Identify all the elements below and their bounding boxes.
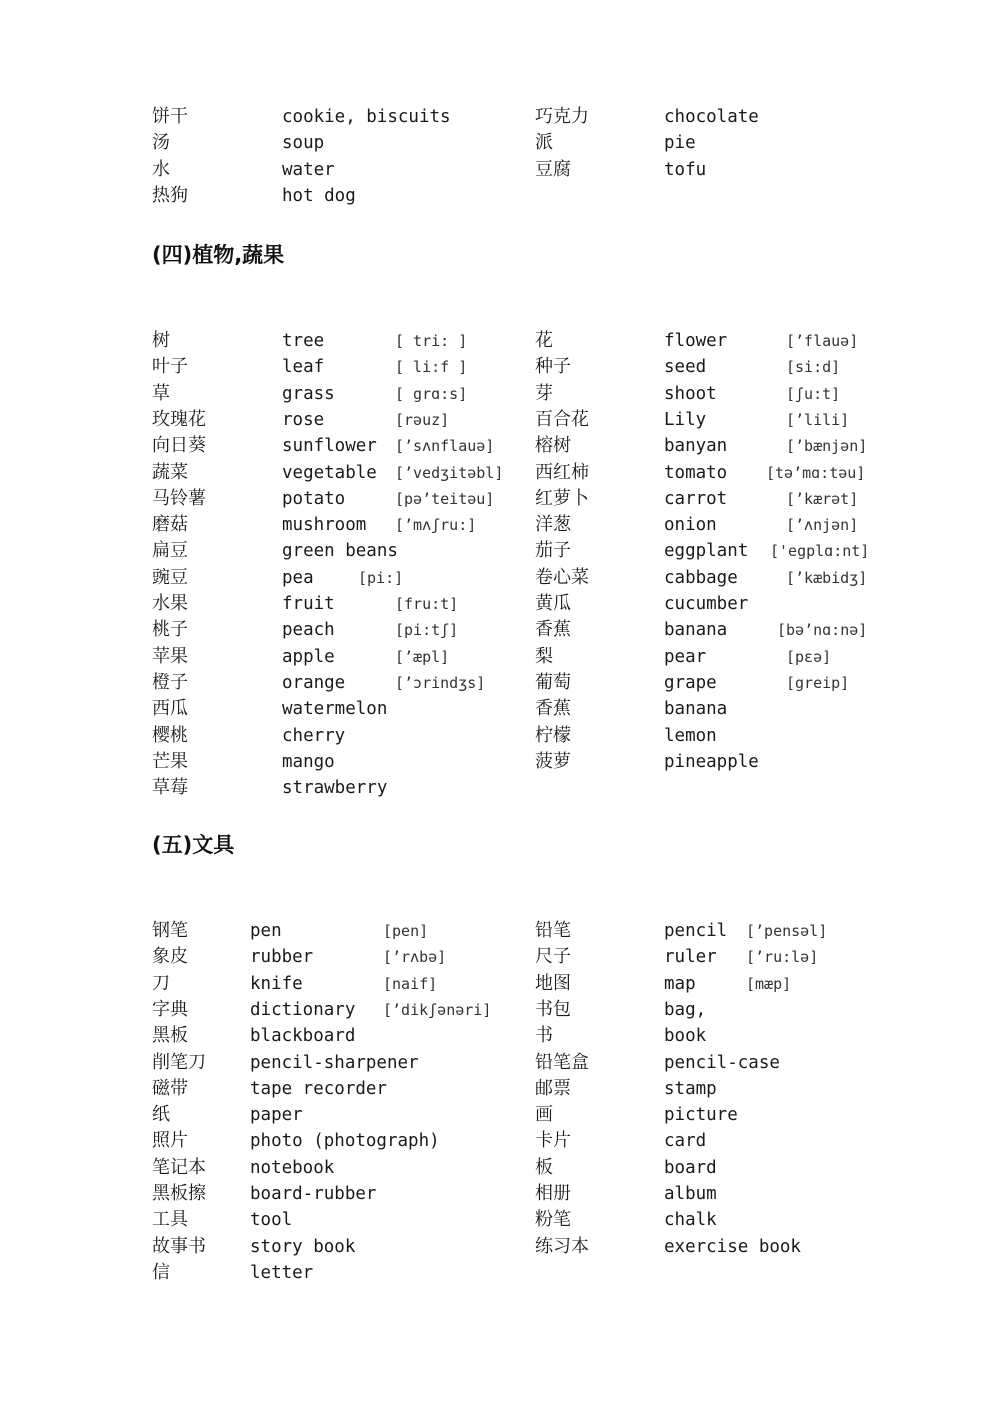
chinese-term-left: 热狗 bbox=[152, 184, 188, 206]
vocab-row bbox=[0, 997, 1000, 1023]
chinese-term-right: 豆腐 bbox=[535, 158, 571, 180]
english-term-left: vegetable bbox=[282, 462, 377, 483]
vocab-row bbox=[0, 1050, 1000, 1076]
phonetic-right: [si:d] bbox=[786, 358, 841, 377]
english-term-left: water bbox=[282, 159, 335, 180]
english-term-left: pea bbox=[282, 567, 314, 588]
english-term-left: apple bbox=[282, 646, 335, 667]
chinese-term-right: 榕树 bbox=[535, 435, 571, 457]
english-term-right: tomato bbox=[664, 462, 728, 483]
english-term-right: tofu bbox=[664, 159, 707, 180]
vocab-row bbox=[0, 104, 1000, 130]
chinese-term-left: 信 bbox=[152, 1261, 170, 1283]
english-term-right: chalk bbox=[664, 1210, 717, 1231]
vocab-row bbox=[0, 971, 1000, 997]
chinese-term-right: 黄瓜 bbox=[535, 593, 571, 614]
phonetic-right: [’kæbidʒ] bbox=[786, 568, 868, 587]
english-term-left: cookie, biscuits bbox=[282, 107, 451, 127]
english-term-right: stamp bbox=[664, 1078, 717, 1099]
vocab-row bbox=[0, 1128, 1000, 1154]
chinese-term-left: 磨菇 bbox=[152, 514, 188, 536]
english-term-right: eggplant bbox=[664, 541, 749, 562]
english-term-left: soup bbox=[282, 133, 325, 154]
english-term-right: pear bbox=[664, 646, 707, 667]
chinese-term-right: 地图 bbox=[535, 972, 571, 994]
vocab-row bbox=[0, 775, 1000, 801]
english-term-left: story book bbox=[250, 1236, 356, 1257]
english-term-right: ruler bbox=[664, 947, 717, 968]
phonetic-left: [’æpl] bbox=[395, 647, 450, 666]
phonetic-right: ['egplɑ:nt] bbox=[770, 542, 870, 561]
english-term-left: mushroom bbox=[282, 515, 367, 536]
vocab-row bbox=[0, 918, 1000, 944]
vocab-row bbox=[0, 1260, 1000, 1286]
phonetic-right: [ʃu:t] bbox=[786, 384, 841, 403]
chinese-term-left: 橙子 bbox=[152, 671, 188, 693]
chinese-term-right: 派 bbox=[535, 132, 553, 154]
english-term-left: fruit bbox=[282, 594, 335, 614]
chinese-term-right: 茄子 bbox=[535, 540, 571, 562]
english-term-right: onion bbox=[664, 515, 717, 536]
vocab-row bbox=[0, 381, 1000, 407]
vocab-row bbox=[0, 538, 1000, 564]
chinese-term-right: 相册 bbox=[535, 1183, 571, 1204]
english-term-left: cherry bbox=[282, 725, 346, 746]
english-term-left: orange bbox=[282, 672, 346, 693]
phonetic-right: [’ʌnjən] bbox=[786, 516, 859, 535]
chinese-term-left: 扁豆 bbox=[152, 540, 188, 562]
english-term-right: carrot bbox=[664, 488, 728, 509]
vocab-row bbox=[0, 644, 1000, 670]
chinese-term-right: 香蕉 bbox=[535, 619, 571, 641]
vocab-row bbox=[0, 354, 1000, 380]
phonetic-right: [’pensəl] bbox=[746, 922, 828, 940]
chinese-term-left: 草莓 bbox=[152, 777, 188, 799]
chinese-term-left: 饼干 bbox=[152, 106, 188, 127]
english-term-right: lemon bbox=[664, 725, 717, 746]
english-term-right: pencil-case bbox=[664, 1052, 780, 1073]
chinese-term-right: 铅笔盒 bbox=[535, 1051, 589, 1073]
english-term-left: grass bbox=[282, 383, 335, 404]
vocab-row bbox=[0, 696, 1000, 722]
chinese-term-left: 豌豆 bbox=[152, 566, 188, 588]
english-term-right: album bbox=[664, 1184, 717, 1204]
phonetic-right: [greip] bbox=[786, 673, 850, 692]
chinese-term-left: 削笔刀 bbox=[152, 1051, 206, 1073]
phonetic-right: [mæp] bbox=[746, 974, 792, 993]
english-term-left: hot dog bbox=[282, 185, 356, 206]
english-term-left: mango bbox=[282, 751, 335, 772]
english-term-left: pen bbox=[250, 921, 282, 941]
english-term-right: pie bbox=[664, 133, 696, 154]
chinese-term-left: 笔记本 bbox=[152, 1156, 206, 1178]
english-term-left: rubber bbox=[250, 947, 314, 968]
english-term-right: map bbox=[664, 973, 696, 994]
vocab-row bbox=[0, 591, 1000, 617]
chinese-term-right: 画 bbox=[535, 1104, 553, 1126]
chinese-term-left: 向日葵 bbox=[152, 435, 206, 457]
chinese-term-left: 水 bbox=[152, 158, 170, 180]
vocab-row bbox=[0, 723, 1000, 749]
phonetic-left: [’mʌʃru:] bbox=[395, 516, 477, 535]
chinese-term-left: 马铃薯 bbox=[152, 487, 206, 509]
chinese-term-left: 水果 bbox=[152, 593, 188, 614]
chinese-term-left: 汤 bbox=[152, 132, 170, 154]
english-term-left: pencil-sharpener bbox=[250, 1052, 419, 1073]
phonetic-left: [’dikʃənəri] bbox=[383, 1000, 492, 1019]
chinese-term-right: 巧克力 bbox=[535, 106, 589, 127]
chinese-term-right: 铅笔 bbox=[535, 920, 571, 941]
english-term-right: cucumber bbox=[664, 594, 749, 614]
chinese-term-right: 粉笔 bbox=[535, 1209, 571, 1231]
english-term-right: cabbage bbox=[664, 567, 738, 588]
chinese-term-right: 菠萝 bbox=[535, 750, 571, 772]
vocab-row bbox=[0, 183, 1000, 209]
chinese-term-right: 尺子 bbox=[535, 946, 571, 968]
chinese-term-left: 故事书 bbox=[152, 1235, 206, 1257]
chinese-term-left: 樱桃 bbox=[152, 724, 188, 746]
phonetic-right: [’ru:lə] bbox=[746, 948, 819, 967]
vocab-row bbox=[0, 749, 1000, 775]
chinese-term-right: 练习本 bbox=[535, 1235, 589, 1257]
vocab-row bbox=[0, 157, 1000, 183]
english-term-right: banana bbox=[664, 699, 728, 720]
english-term-right: chocolate bbox=[664, 107, 759, 127]
phonetic-left: [pen] bbox=[383, 922, 429, 940]
english-term-right: pineapple bbox=[664, 751, 759, 772]
vocab-row bbox=[0, 486, 1000, 512]
english-term-right: card bbox=[664, 1131, 707, 1152]
vocab-row bbox=[0, 1076, 1000, 1102]
phonetic-left: [’vedʒitəbl] bbox=[395, 463, 504, 482]
english-term-left: watermelon bbox=[282, 699, 388, 720]
chinese-term-right: 芽 bbox=[535, 382, 553, 404]
english-term-right: bag, bbox=[664, 999, 707, 1020]
chinese-term-left: 芒果 bbox=[152, 750, 188, 772]
chinese-term-left: 黑板 bbox=[152, 1025, 188, 1047]
chinese-term-right: 葡萄 bbox=[535, 671, 571, 693]
vocab-row bbox=[0, 1155, 1000, 1181]
english-term-right: shoot bbox=[664, 383, 717, 404]
phonetic-left: [fru:t] bbox=[395, 595, 459, 613]
english-term-left: knife bbox=[250, 973, 303, 994]
vocab-row bbox=[0, 407, 1000, 433]
english-term-right: seed bbox=[664, 357, 707, 378]
phonetic-right: [pεə] bbox=[786, 647, 832, 666]
phonetic-left: [naif] bbox=[383, 974, 438, 993]
chinese-term-left: 磁带 bbox=[152, 1077, 188, 1099]
chinese-term-left: 叶子 bbox=[152, 356, 188, 378]
phonetic-left: [pə’teitəu] bbox=[395, 489, 495, 508]
vocab-row bbox=[0, 565, 1000, 591]
chinese-term-left: 西瓜 bbox=[152, 698, 188, 720]
chinese-term-right: 西红柿 bbox=[535, 461, 589, 483]
chinese-term-left: 刀 bbox=[152, 972, 170, 994]
vocab-row bbox=[0, 944, 1000, 970]
phonetic-left: [ li:f ] bbox=[395, 358, 468, 377]
phonetic-left: [’ɔrindʒs] bbox=[395, 673, 486, 692]
chinese-term-right: 书包 bbox=[535, 998, 571, 1020]
english-term-left: notebook bbox=[250, 1157, 335, 1178]
english-term-left: blackboard bbox=[250, 1026, 356, 1047]
vocab-row bbox=[0, 130, 1000, 156]
phonetic-left: [’sʌnflauə] bbox=[395, 437, 495, 456]
english-term-right: board bbox=[664, 1157, 717, 1178]
english-term-left: photo (photograph) bbox=[250, 1131, 440, 1152]
chinese-term-right: 香蕉 bbox=[535, 698, 571, 720]
phonetic-left: [ grɑ:s] bbox=[395, 384, 468, 403]
vocab-row bbox=[0, 328, 1000, 354]
phonetic-left: [pi:] bbox=[358, 568, 404, 587]
phonetic-right: [’lili] bbox=[786, 410, 850, 429]
vocab-row bbox=[0, 670, 1000, 696]
phonetic-right: [tə’mɑ:təu] bbox=[766, 463, 866, 482]
chinese-term-right: 红萝卜 bbox=[535, 487, 589, 509]
english-term-left: potato bbox=[282, 488, 346, 509]
chinese-term-right: 板 bbox=[535, 1156, 553, 1178]
english-term-right: banyan bbox=[664, 436, 728, 457]
chinese-term-right: 卡片 bbox=[535, 1130, 571, 1152]
english-term-left: rose bbox=[282, 409, 325, 430]
vocab-row bbox=[0, 1234, 1000, 1260]
english-term-right: flower bbox=[664, 331, 728, 351]
english-term-left: letter bbox=[250, 1262, 314, 1283]
english-term-left: sunflower bbox=[282, 436, 377, 457]
chinese-term-right: 百合花 bbox=[535, 408, 589, 430]
english-term-left: green beans bbox=[282, 541, 398, 562]
chinese-term-left: 照片 bbox=[152, 1130, 188, 1152]
english-term-left: tree bbox=[282, 331, 325, 351]
english-term-right: banana bbox=[664, 620, 728, 641]
english-term-left: strawberry bbox=[282, 778, 388, 799]
chinese-term-right: 花 bbox=[535, 330, 553, 351]
english-term-left: tool bbox=[250, 1210, 293, 1231]
english-term-left: dictionary bbox=[250, 999, 356, 1020]
phonetic-left: [ tri: ] bbox=[395, 332, 468, 350]
vocab-row bbox=[0, 1207, 1000, 1233]
chinese-term-right: 邮票 bbox=[535, 1077, 571, 1099]
chinese-term-right: 种子 bbox=[535, 356, 571, 378]
vocab-row bbox=[0, 1181, 1000, 1207]
english-term-left: tape recorder bbox=[250, 1078, 387, 1099]
english-term-right: book bbox=[664, 1026, 707, 1047]
chinese-term-left: 树 bbox=[152, 330, 170, 351]
vocab-row bbox=[0, 1102, 1000, 1128]
chinese-term-left: 象皮 bbox=[152, 946, 188, 968]
vocab-row bbox=[0, 433, 1000, 459]
chinese-term-left: 玫瑰花 bbox=[152, 408, 206, 430]
chinese-term-left: 纸 bbox=[152, 1104, 170, 1126]
english-term-left: leaf bbox=[282, 357, 325, 378]
chinese-term-right: 梨 bbox=[535, 645, 553, 667]
chinese-term-left: 桃子 bbox=[152, 619, 188, 641]
chinese-term-left: 草 bbox=[152, 382, 170, 404]
chinese-term-right: 洋葱 bbox=[535, 514, 571, 536]
vocab-row bbox=[0, 460, 1000, 486]
chinese-term-right: 柠檬 bbox=[535, 724, 571, 746]
chinese-term-left: 字典 bbox=[152, 998, 188, 1020]
english-term-right: picture bbox=[664, 1105, 738, 1126]
english-term-right: exercise book bbox=[664, 1236, 801, 1257]
english-term-left: peach bbox=[282, 620, 335, 641]
vocab-row bbox=[0, 617, 1000, 643]
phonetic-left: [’rʌbə] bbox=[383, 948, 447, 967]
chinese-term-left: 蔬菜 bbox=[152, 461, 188, 483]
phonetic-right: [’kærət] bbox=[786, 489, 859, 508]
english-term-right: grape bbox=[664, 672, 717, 693]
english-term-right: Lily bbox=[664, 409, 707, 430]
chinese-term-right: 书 bbox=[535, 1025, 553, 1047]
phonetic-right: [’bænjən] bbox=[786, 437, 868, 456]
vocab-row bbox=[0, 1023, 1000, 1049]
phonetic-left: [pi:tʃ] bbox=[395, 621, 459, 640]
chinese-term-left: 工具 bbox=[152, 1209, 188, 1231]
english-term-right: pencil bbox=[664, 921, 728, 941]
chinese-term-left: 黑板擦 bbox=[152, 1183, 206, 1204]
chinese-term-left: 苹果 bbox=[152, 645, 188, 667]
section-heading-plants: (四)植物,蔬果 bbox=[152, 243, 285, 267]
section-heading-stationery: (五)文具 bbox=[152, 833, 235, 857]
chinese-term-left: 钢笔 bbox=[152, 920, 188, 941]
phonetic-right: [’flauə] bbox=[786, 332, 859, 350]
chinese-term-right: 卷心菜 bbox=[535, 566, 589, 588]
vocab-row bbox=[0, 512, 1000, 538]
phonetic-left: [rəuz] bbox=[395, 410, 450, 429]
english-term-left: board-rubber bbox=[250, 1184, 377, 1204]
english-term-left: paper bbox=[250, 1105, 303, 1126]
phonetic-right: [bə’nɑ:nə] bbox=[777, 621, 868, 640]
